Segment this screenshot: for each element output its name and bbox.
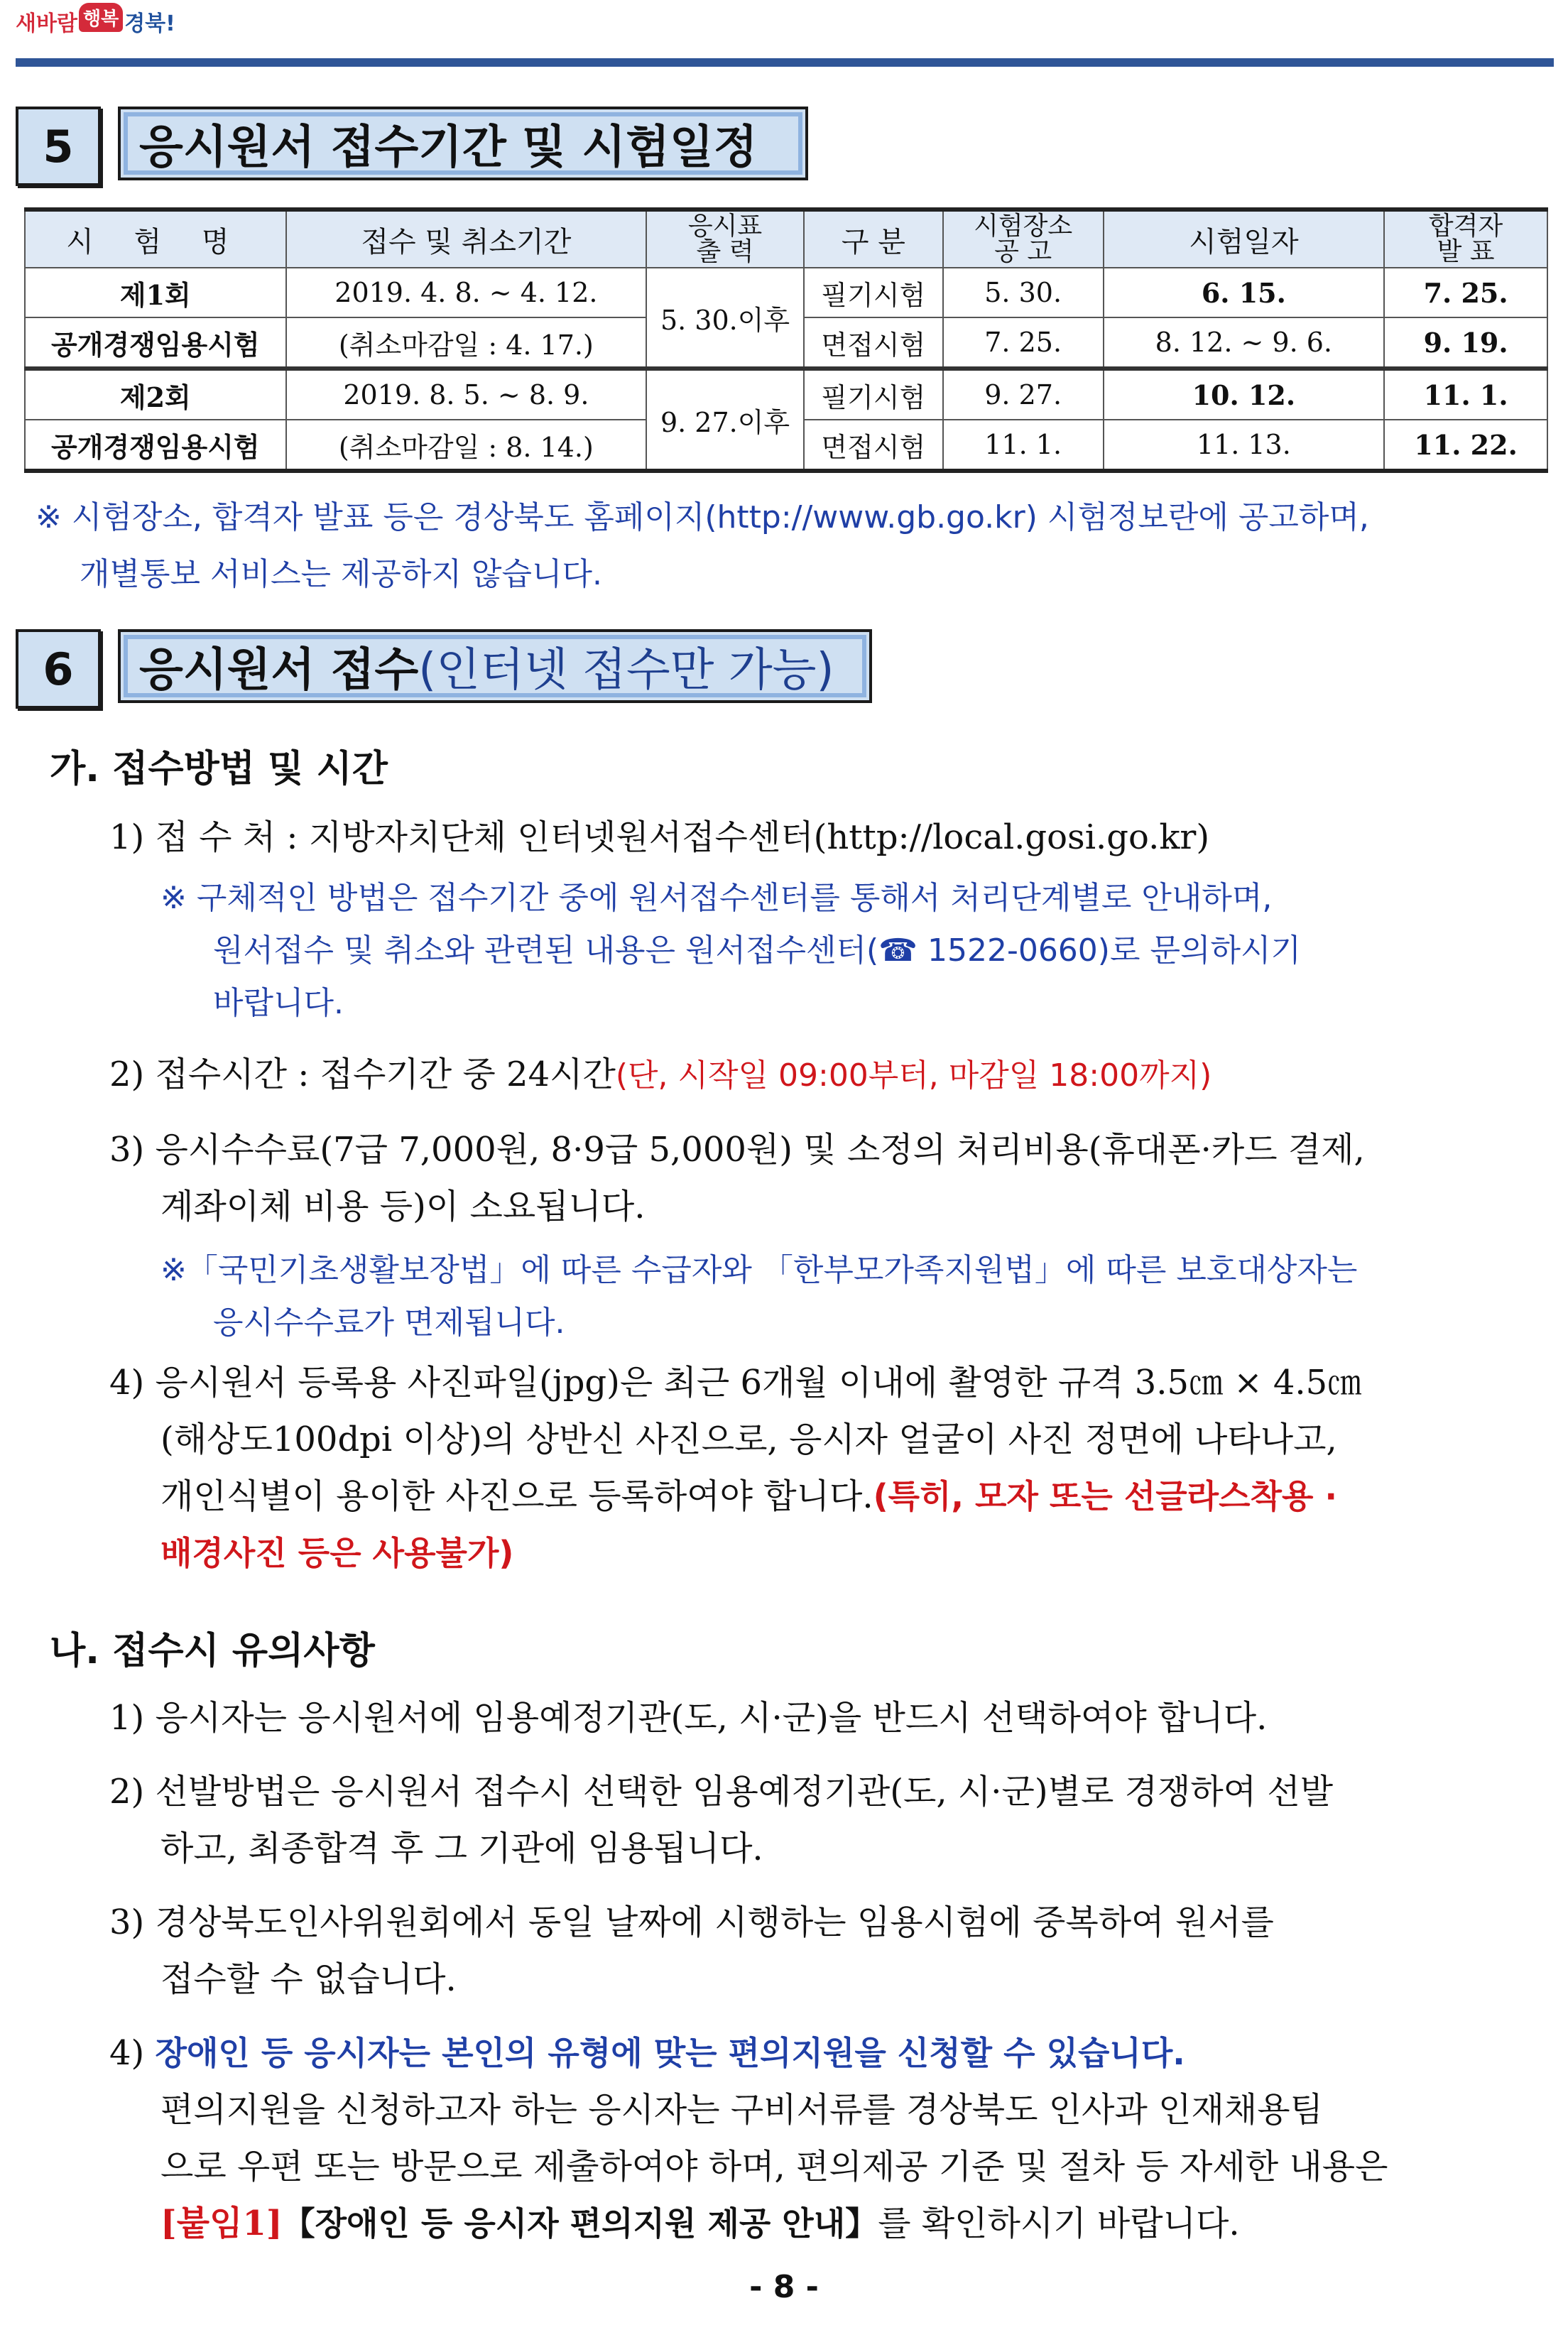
header-ticket: 응시표 출 력 bbox=[646, 209, 804, 268]
logo-text-2: 경북! bbox=[124, 11, 175, 36]
attachment-ref: [붙임1] bbox=[160, 2204, 283, 2243]
round-2-ticket: 9. 27.이후 bbox=[646, 369, 804, 471]
round-2-result-interview: 11. 22. bbox=[1384, 420, 1547, 471]
round-1-result-written: 7. 25. bbox=[1384, 268, 1547, 317]
page-number: - 8 - bbox=[749, 2269, 819, 2305]
round-2-cancel: (취소마감일 : 8. 14.) bbox=[286, 420, 647, 471]
round-2-result-written: 11. 1. bbox=[1384, 369, 1547, 420]
item-b2-line-1: 2) 선발방법은 응시원서 접수시 선택한 임용예정기관(도, 시·군)별로 경쟁하여 선발 bbox=[109, 1772, 1334, 1812]
subsection-b-heading: 나. 접수시 유의사항 bbox=[50, 1630, 375, 1672]
section-5-note-line-2: 개별통보 서비스는 제공하지 않습니다. bbox=[80, 556, 603, 592]
item-a4-warning: (특히, 모자 또는 선글라스착용 · bbox=[873, 1477, 1337, 1515]
item-a3-line-2: 계좌이체 비용 등)이 소요됩니다. bbox=[160, 1187, 646, 1226]
item-a2-main: 2) 접수시간 : 접수기간 중 24시간 bbox=[109, 1055, 616, 1094]
header-date: 시험일자 bbox=[1104, 209, 1385, 268]
table-header-row bbox=[25, 209, 1547, 268]
item-a4-warning-cont: 배경사진 등은 사용불가) bbox=[160, 1534, 514, 1572]
header-exam-name: 시 험 명 bbox=[25, 209, 286, 268]
round-2-name: 제2회 bbox=[25, 369, 286, 420]
item-b3-line-1: 3) 경상북도인사위원회에서 동일 날짜에 시행하는 임용시험에 중복하여 원서를 bbox=[109, 1902, 1274, 1942]
item-b1-text: 1) 응시자는 응시원서에 임용예정기관(도, 시·군)을 반드시 선택하여야 합니다. bbox=[109, 1698, 1268, 1738]
round-1-result-interview: 9. 19. bbox=[1384, 317, 1547, 369]
table-row bbox=[25, 268, 1547, 317]
item-a1-note-line-2: 원서접수 및 취소와 관련된 내용은 원서접수센터(☎ 1522-0660)로 문의하시기 bbox=[213, 932, 1301, 969]
round-2-date-interview: 11. 13. bbox=[1104, 420, 1385, 471]
gyeongbuk-logo bbox=[16, 6, 200, 48]
item-a4-line-1: 4) 응시원서 등록용 사진파일(jpg)은 최근 6개월 이내에 촬영한 규격 3.5㎝ × 4.5㎝ bbox=[109, 1363, 1362, 1403]
round-1-cancel: (취소마감일 : 4. 17.) bbox=[286, 317, 647, 369]
item-a3-line-1: 3) 응시수수료(7급 7,000원, 8·9급 5,000원) 및 소정의 처리비용(휴대폰·카드 결제, bbox=[109, 1130, 1365, 1170]
round-1-type-interview: 면접시험 bbox=[804, 317, 943, 369]
item-a2-text bbox=[109, 1048, 1212, 1102]
subsection-a-heading: 가. 접수방법 및 시간 bbox=[50, 748, 388, 790]
item-b4-highlight: 장애인 등 응시자는 본인의 유형에 맞는 편의지원을 신청할 수 있습니다. bbox=[155, 2034, 1185, 2072]
section-6-title-paren: (인터넷 접수만 가능) bbox=[418, 644, 834, 697]
item-a2-hours: (단, 시작일 09:00부터, 마감일 18:00까지) bbox=[615, 1057, 1212, 1094]
section-5-note-line-1: ※ 시험장소, 합격자 발표 등은 경상북도 홈페이지(http://www.gb.go.kr) 시험정보란에 공고하며, bbox=[36, 499, 1369, 535]
round-1-date-written: 6. 15. bbox=[1104, 268, 1385, 317]
header-venue: 시험장소 공 고 bbox=[943, 209, 1104, 268]
item-a4-line-3 bbox=[160, 1470, 1337, 1523]
item-b4-line-4 bbox=[160, 2197, 1240, 2250]
round-2-type-written: 필기시험 bbox=[804, 369, 943, 420]
table-row bbox=[25, 369, 1547, 420]
round-1-type-written: 필기시험 bbox=[804, 268, 943, 317]
item-a3-note-line-2: 응시수수료가 면제됩니다. bbox=[213, 1305, 565, 1341]
round-1-ticket: 5. 30.이후 bbox=[646, 268, 804, 369]
header-type: 구 분 bbox=[804, 209, 943, 268]
logo-heart-badge: 행복 bbox=[79, 3, 123, 32]
section-5-title: 응시원서 접수기간 및 시험일정 bbox=[118, 107, 808, 180]
item-a1-note-line-1: ※ 구체적인 방법은 접수기간 중에 원서접수센터를 통해서 처리단계별로 안내하며, bbox=[160, 880, 1273, 916]
round-2-date-written: 10. 12. bbox=[1104, 369, 1385, 420]
round-2-period: 2019. 8. 5. ~ 8. 9. bbox=[286, 369, 647, 420]
round-1-date-interview: 8. 12. ~ 9. 6. bbox=[1104, 317, 1385, 369]
section-6-title bbox=[118, 629, 872, 703]
item-b4-line-3: 으로 우편 또는 방문으로 제출하여야 하며, 편의제공 기준 및 절차 등 자세한 내용은 bbox=[160, 2147, 1388, 2187]
exam-schedule-table bbox=[24, 207, 1548, 473]
round-1-period: 2019. 4. 8. ~ 4. 12. bbox=[286, 268, 647, 317]
round-2-type-interview: 면접시험 bbox=[804, 420, 943, 471]
logo-text-1: 새바람 bbox=[16, 11, 77, 36]
section-5-number: 5 bbox=[16, 107, 101, 186]
round-1-name-sub: 공개경쟁임용시험 bbox=[25, 317, 286, 369]
round-2-venue-written: 9. 27. bbox=[943, 369, 1104, 420]
round-2-name-sub: 공개경쟁임용시험 bbox=[25, 420, 286, 471]
item-a1-note-line-3: 바랍니다. bbox=[213, 985, 344, 1021]
attachment-title: 【장애인 등 응시자 편의지원 제공 안내】 bbox=[282, 2204, 878, 2243]
round-2-venue-interview: 11. 1. bbox=[943, 420, 1104, 471]
item-b2-line-2: 하고, 최종합격 후 그 기관에 임용됩니다. bbox=[160, 1829, 763, 1868]
header-divider bbox=[16, 58, 1554, 67]
item-b4-line-4-tail: 를 확인하시기 바랍니다. bbox=[878, 2204, 1240, 2243]
round-1-venue-written: 5. 30. bbox=[943, 268, 1104, 317]
section-6-number: 6 bbox=[16, 629, 101, 709]
item-b3-line-2: 접수할 수 없습니다. bbox=[160, 1959, 457, 1999]
section-6-title-main: 응시원서 접수 bbox=[139, 644, 419, 697]
round-1-venue-interview: 7. 25. bbox=[943, 317, 1104, 369]
item-b4-line-2: 편의지원을 신청하고자 하는 응시자는 구비서류를 경상북도 인사과 인재채용팀 bbox=[160, 2090, 1323, 2130]
header-period: 접수 및 취소기간 bbox=[286, 209, 647, 268]
item-b4-number: 4) bbox=[109, 2033, 145, 2073]
item-a4-line-2: (해상도100dpi 이상)의 상반신 사진으로, 응시자 얼굴이 사진 정면에 나타나고, bbox=[160, 1420, 1337, 1459]
item-a1-text: 1) 접 수 처 : 지방자치단체 인터넷원서접수센터(http://local.gosi.go.kr) bbox=[109, 817, 1210, 857]
item-a4-line-3-main: 개인식별이 용이한 사진으로 등록하여야 합니다. bbox=[160, 1476, 873, 1516]
round-1-name: 제1회 bbox=[25, 268, 286, 317]
item-a3-note-line-1: ※「국민기초생활보장법」에 따른 수급자와 「한부모가족지원법」에 따른 보호대상자는 bbox=[160, 1252, 1358, 1288]
header-result: 합격자 발 표 bbox=[1384, 209, 1547, 268]
item-b4-line-1 bbox=[109, 2027, 1185, 2079]
